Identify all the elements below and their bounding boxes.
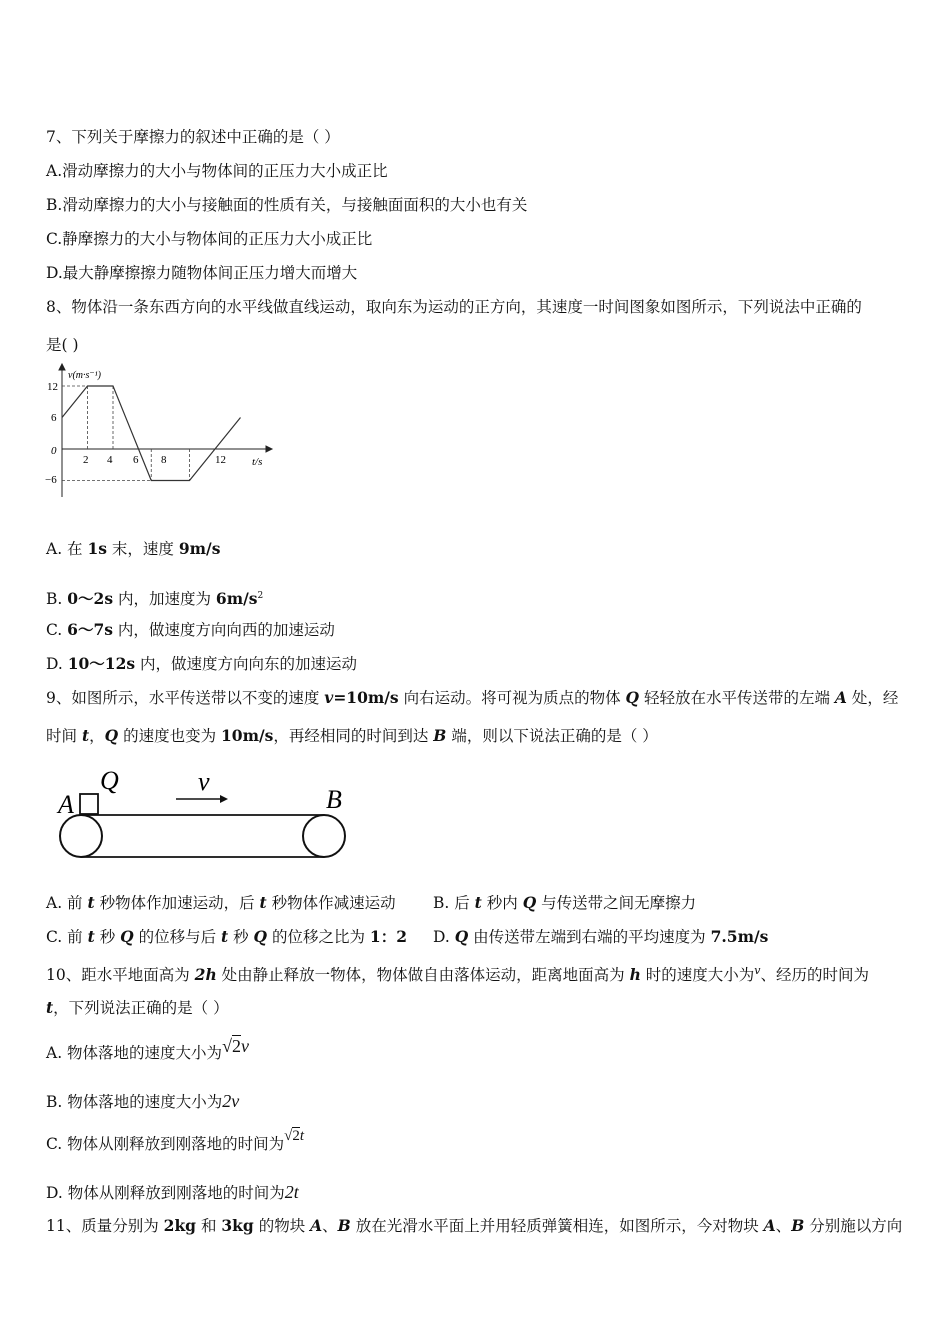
x-tick-2: 2: [83, 454, 89, 466]
sqrt2-v-expression: √2v: [222, 1036, 249, 1056]
q8-vt-graph: [40, 362, 280, 502]
y-axis-label: v(m·s⁻¹): [68, 370, 101, 381]
q10-option-d: D. 物体从刚释放到刚落地的时间为2t: [46, 1182, 299, 1202]
y-tick-12: 12: [47, 381, 58, 393]
q10-stem-line2: t，下列说法正确的是（ ）: [46, 998, 229, 1017]
x-tick-8: 8: [161, 454, 167, 466]
x-axis-label: t/s: [252, 456, 263, 468]
q7-option-c: C.静摩擦力的大小与物体间的正压力大小成正比: [46, 230, 373, 248]
origin-label: 0: [51, 445, 57, 457]
q9-stem-line2: 时间 t，Q 的速度也变为 10m/s，再经相同的时间到达 B 端，则以下说法正确的是（ ）: [46, 726, 658, 745]
x-axis-arrow: [266, 446, 272, 452]
q9-option-d: D. Q 由传送带左端到右端的平均速度为 7.5m/s: [433, 927, 769, 946]
label-v: v: [198, 767, 210, 796]
label-b: B: [326, 785, 342, 814]
x-tick-12: 12: [215, 454, 226, 466]
q9-option-a: A. 前 t 秒物体作加速运动，后 t 秒物体作减速运动: [46, 893, 396, 912]
label-a: A: [58, 790, 74, 819]
x-tick-6: 6: [133, 454, 139, 466]
q10-option-b: B. 物体落地的速度大小为2v: [46, 1091, 240, 1111]
velocity-arrowhead: [220, 795, 228, 803]
sqrt2-t-expression: √2t: [284, 1128, 305, 1144]
q10-option-a: A. 物体落地的速度大小为√2v: [46, 1036, 249, 1062]
q10-option-c: C. 物体从刚释放到刚落地的时间为√2t: [46, 1128, 305, 1153]
y-axis-arrow: [59, 364, 65, 370]
q11-stem-line1: 11、质量分别为 2kg 和 3kg 的物块 A、B 放在光滑水平面上并用轻质弹簧相连，如图所示，今对物块 A、B 分别施以方向: [46, 1216, 903, 1235]
q9-option-c: C. 前 t 秒 Q 的位移与后 t 秒 Q 的位移之比为 1：2: [46, 927, 407, 946]
q8-stem-line2: 是( ): [46, 336, 79, 354]
q9-conveyor-figure: [50, 762, 355, 867]
x-tick-4: 4: [107, 454, 113, 466]
y-tick-6: 6: [51, 412, 57, 424]
q8-option-b: B. 0～2s 内，加速度为 $6m/s^2$: [46, 589, 264, 609]
q8-option-a: A. 在 1s 末，速度 9m/s: [46, 539, 221, 558]
q8-stem-line1: 8、物体沿一条东西方向的水平线做直线运动，取向东为运动的正方向，其速度一时间图象如图所示，下列说法中正确的: [46, 298, 862, 316]
q9-option-b: B. 后 t 秒内 Q 与传送带之间无摩擦力: [433, 893, 697, 912]
q7-option-a: A.滑动摩擦力的大小与物体间的正压力大小成正比: [46, 162, 388, 180]
q7-option-d: D.最大静摩擦擦力随物体间正压力增大而增大: [46, 264, 358, 282]
q9-stem-line1: 9、如图所示，水平传送带以不变的速度 v=10m/s 向右运动。将可视为质点的物体 Q 轻轻放在水平传送带的左端 A 处，经: [46, 688, 899, 707]
q8-option-d: D. 10～12s 内，做速度方向向东的加速运动: [46, 654, 358, 673]
right-roller: [303, 815, 345, 857]
left-roller: [60, 815, 102, 857]
y-tick-neg6: −6: [45, 474, 57, 486]
q10-stem-line1: 10、距水平地面高为 2h 处由静止释放一物体，物体做自由落体运动，距离地面高为 h 时的速度大小为$^v$、经历的时间为: [46, 964, 870, 985]
q7-stem: 7、下列关于摩擦力的叙述中正确的是（ ）: [46, 128, 340, 146]
block-q: [80, 794, 98, 814]
label-q: Q: [100, 766, 119, 795]
q8-option-c: C. 6～7s 内，做速度方向向西的加速运动: [46, 620, 335, 639]
q7-option-b: B.滑动摩擦力的大小与接触面的性质有关，与接触面面积的大小也有关: [46, 196, 528, 214]
